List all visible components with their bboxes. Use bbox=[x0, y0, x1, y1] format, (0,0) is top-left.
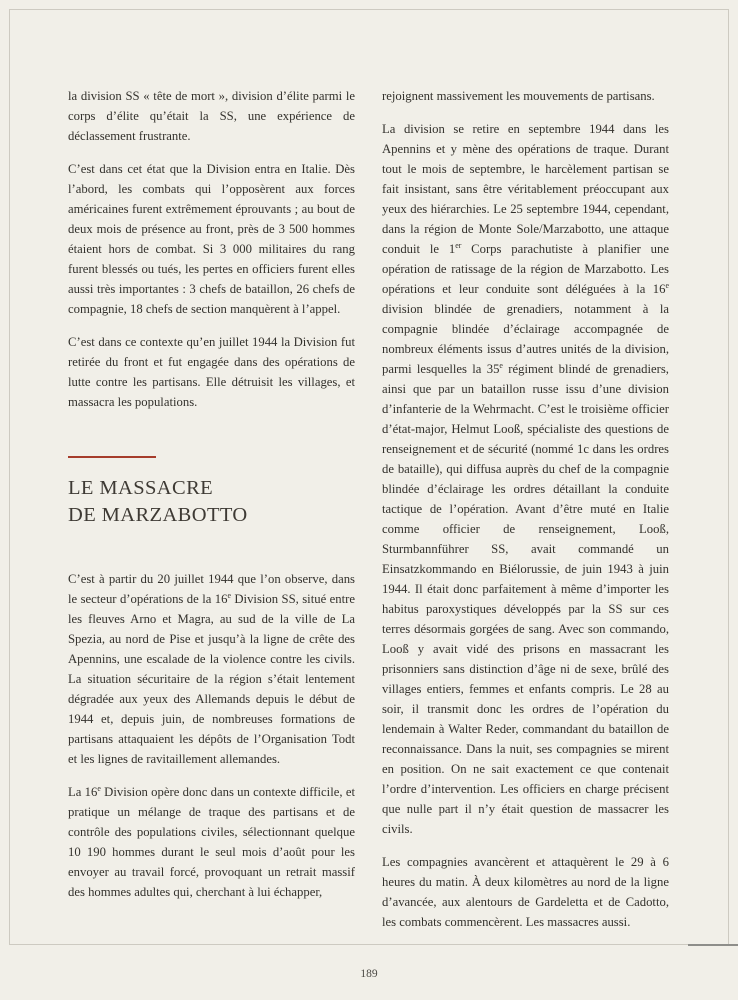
left-column bbox=[68, 86, 355, 945]
page-content bbox=[68, 86, 669, 945]
paragraph: la division SS « tête de mort », division d’élite parmi le corps d’élite qu’était la SS, une expérience de déclassement frustrante. bbox=[68, 89, 355, 143]
paragraph: La 16e Division opère donc dans un contexte difficile, et pratique un mélange de traque des partisans et de contrôle des populations civiles, sélectionnant quelque 10 190 hommes durant le seul mois d’août pour les envoyer au travail forcé, provoquant un retrait massif des hommes adultes qui, cherchant à lui échapper, bbox=[68, 783, 355, 899]
section-heading-block bbox=[68, 456, 355, 529]
paragraph: Les compagnies avancèrent et attaquèrent le 29 à 6 heures du matin. À deux kilomètres au nord de la ligne d’avancée, aux alentours de Gardeletta et de Cadotto, les combats commencèrent. Les massacres aussi. bbox=[382, 855, 669, 929]
page-number: 189 bbox=[360, 968, 378, 980]
section-heading-line1: LE MASSACRE bbox=[68, 477, 214, 499]
heading-accent-rule bbox=[68, 456, 156, 458]
section-heading-line2: DE MARZABOTTO bbox=[68, 504, 248, 526]
bottom-right-rule bbox=[688, 944, 738, 946]
paragraph: rejoignent massivement les mouvements de partisans. bbox=[382, 89, 655, 103]
section-heading bbox=[68, 475, 355, 529]
paragraph: La division se retire en septembre 1944 dans les Apennins et y mène des opérations de traque. Durant tout le mois de septembre, le harcèlement partisan se fait insistant, sans être véritablement préoccupant aux yeux des hiérarchies. Le 25 septembre 1944, cependant, dans la région de Monte Sole/Marzabotto, une attaque conduit le 1er Corps parachutiste à planifier une opération de ratissage de la région de Marzabotto. Les opérations et leur conduite sont déléguées à la 16e division blindée de grenadiers, notamment à la compagnie blindée d’éclairage accompagnée de nombreux éléments issus d’autres unités de la division, parmi lesquelles la 35e régiment blindé de grenadiers, ainsi que par un bataillon russe issu d’une division d’infanterie de la Wehrmacht. C’est le troisième officier d’état-major, Helmut Looß, spécialiste des questions de renseignement et de sécurité (nommé 1c dans les ordres de bataille), qui diffusa auprès du chef de la compagnie blindée d’éclairage les ordres détaillant la conduite tactique de l’opération. Avant d’être muté en Italie comme officier de renseignement, Looß, Sturmbannführer SS, avait commandé un Einsatzkommando en Biélorussie, de juin 1943 à juin 1944. Il était donc parfaitement à même d’importer les habitus paroxystiques développés par la SS sur ces terres désormais gorgées de sang. Avec son commando, Looß y avait vidé des prisons en massacrant les prisonniers sans distinction d’âge ni de sexe, brûlé des villages entiers, femmes et enfants compris. Le 28 au soir, il transmit donc les ordres de l’opération du lendemain à Walter Reder, commandant du bataillon de reconnaissance. Dans la nuit, ses compagnies se mirent en position. On ne sait exactement ce que contenait l’ordre d’intervention. Les officiers en charge précisent que nulle part il n’y était question de massacrer les civils. bbox=[382, 122, 669, 836]
right-column bbox=[382, 86, 669, 945]
paragraph: C’est dans cet état que la Division entra en Italie. Dès l’abord, les combats qui l’opposèrent aux forces américaines furent extrêmement éprouvants ; au bout de deux mois de présence au front, près de 3 500 hommes étaient hors de combat. Si 3 000 militaires du rang furent blessés ou tués, les pertes en officiers furent elles aussi très importantes : 3 chefs de bataillon, 26 chefs de compagnie, 18 chefs de section manquèrent à l’appel. bbox=[68, 162, 355, 316]
paragraph: C’est à partir du 20 juillet 1944 que l’on observe, dans le secteur d’opérations de la 16e Division SS, situé entre les fleuves Arno et Magra, au sud de la ville de La Spezia, au nord de Pise et jusqu’à la ligne de crête des Apennins, une escalade de la violence contre les civils. La situation sécuritaire de la région s’était lentement dégradée aux yeux des Allemands depuis le début de 1944 et, depuis juin, de nombreuses formations de partisans attaquaient les dépôts de l’Organisation Todt et les lignes de ravitaillement allemandes. bbox=[68, 572, 355, 766]
paragraph: C’est dans ce contexte qu’en juillet 1944 la Division fut retirée du front et fut engagée dans des opérations de lutte contre les partisans. Elle détruisit les villages, et massacra les populations. bbox=[68, 335, 355, 409]
